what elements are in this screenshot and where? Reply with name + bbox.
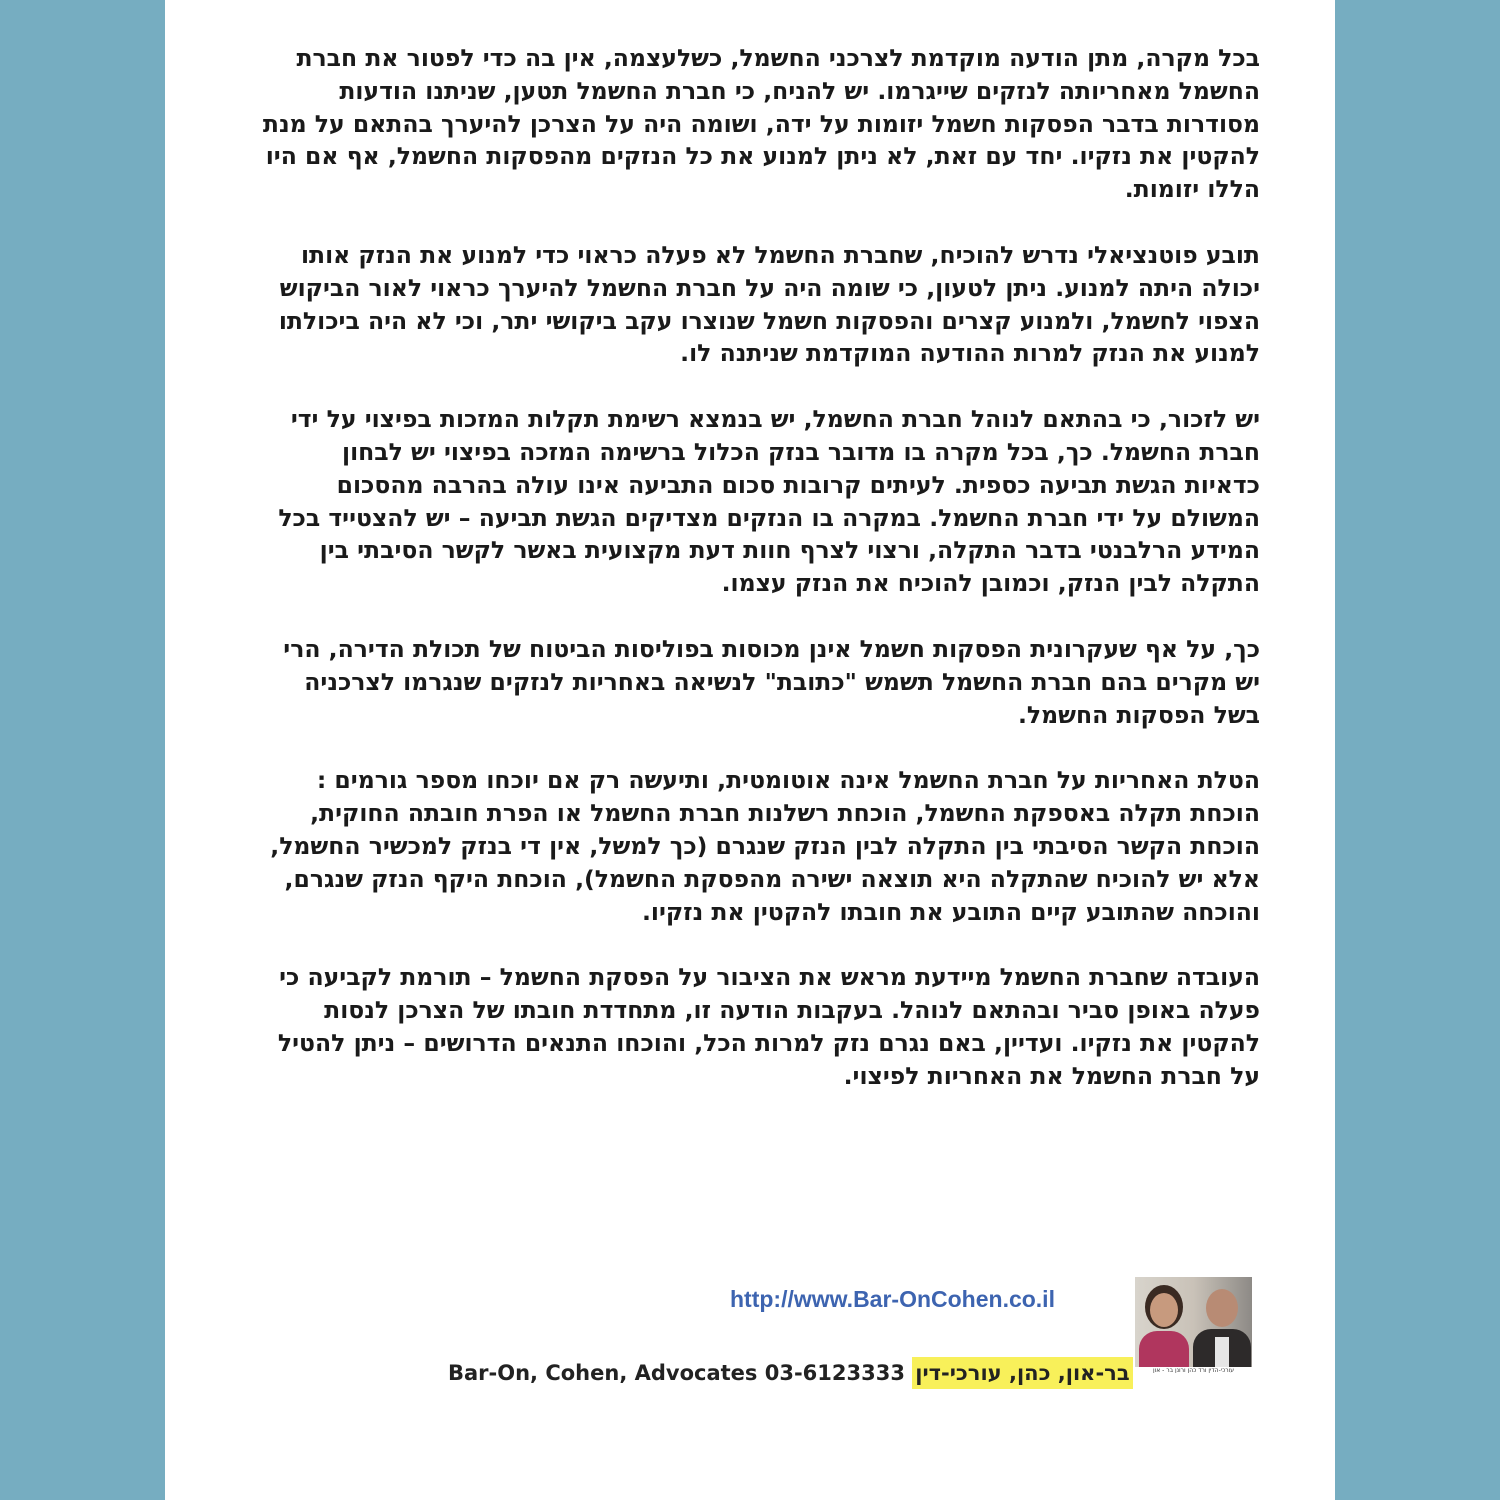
- firm-name-hebrew: בר-און, כהן, עורכי-דין: [912, 1357, 1132, 1389]
- paragraph-4: כך, על אף שעקרונית הפסקות חשמל אינן מכוסות בפוליסות הביטוח של תכולת הדירה, הרי יש מקרים בהם חברת החשמל תשמש "כתובת" לנשיאה באחריות לנזקים שנגרמו לצרכניה בשל הפסקות החשמל.: [283, 634, 1260, 729]
- firm-contact-line: [448, 1357, 1133, 1389]
- article-body: [260, 42, 1260, 1126]
- man-figure: [1193, 1281, 1251, 1367]
- firm-name-english: Bar-On, Cohen, Advocates: [448, 1361, 758, 1385]
- paragraph-5: הטלת האחריות על חברת החשמל אינה אוטומטית, ותיעשה רק אם יוכחו מספר גורמים : הוכחת תקלה באספקת החשמל, הוכחת רשלנות חברת החשמל או הפרת חובתה החוקית, הוכחת הקשר הסיבתי בין התקלה לבין הנזק שנגרם (כך למשל, אין די בנזק למכשיר החשמל, אלא יש להוכיח שהתקלה היא תוצאה ישירה מהפסקת החשמל), הוכחת היקף הנזק שנגרם, והוכחה שהתובע קיים התובע את חובתו להקטין את נזקיו.: [270, 766, 1260, 926]
- lawyers-photo: [1135, 1277, 1252, 1367]
- paragraph-3: יש לזכור, כי בהתאם לנוהל חברת החשמל, יש בנמצא רשימת תקלות המזכות בפיצוי על ידי חברת החשמל. כך, בכל מקרה בו מדובר בנזק הכלול ברשימה המזכה בפיצוי יש לבחון כדאיות הגשת תביעה כספית. לעיתים קרובות סכום התביעה אינו עולה בהרבה מהסכום המשולם על ידי חברת החשמל. במקרה בו הנזקים מצדיקים הגשת תביעה – יש להצטייד בכל המידע הרלבנטי בדבר התקלה, ורצוי לצרף חוות דעת מקצועית באשר לקשר הסיבתי בין התקלה לבין הנזק, וכמובן להוכיח את הנזק עצמו.: [278, 405, 1260, 598]
- paragraph-6: העובדה שחברת החשמל מיידעת מראש את הציבור על הפסקת החשמל – תורמת לקביעה כי פעלה באופן סביר ובהתאם לנוהל. בעקבות הודעה זו, מתחדדת חובתו של הצרכן לנסות להקטין את נזקיו. ועדיין, באם נגרם נזק למרות הכל, והוכחו התנאים הדרושים – ניתן להטיל על חברת החשמל את האחריות לפיצוי.: [277, 963, 1260, 1090]
- firm-phone: 03-6123333: [764, 1361, 905, 1385]
- document-page: [165, 0, 1335, 1500]
- photo-caption: עורכי-הדין ורד כהן ורונן בר - און: [1152, 1367, 1235, 1374]
- paragraph-1: בכל מקרה, מתן הודעה מוקדמת לצרכני החשמל, כשלעצמה, אין בה כדי לפטור את חברת החשמל מאחריותה לנזקים שייגרמו. יש להניח, כי חברת החשמל תטען, שניתנו הודעות מסודרות בדבר הפסקות חשמל יזומות על ידה, ושומה היה על הצרכן להיערך בהתאם על מנת להקטין את נזקיו. יחד עם זאת, לא ניתן למנוע את כל הנזקים מהפסקות החשמל, אף אם היו הללו יזומות.: [262, 44, 1260, 204]
- woman-figure: [1137, 1283, 1192, 1367]
- website-link[interactable]: http://www.Bar-OnCohen.co.il: [730, 1286, 1055, 1312]
- paragraph-2: תובע פוטנציאלי נדרש להוכיח, שחברת החשמל לא פעלה כראוי כדי למנוע את הנזק אותו יכולה היתה למנוע. ניתן לטעון, כי שומה היה על חברת החשמל להיערך כראוי לאור הביקוש הצפוי לחשמל, ולמנוע קצרים והפסקות חשמל שנוצרו עקב ביקושי יתר, וכי לא היה ביכולתו למנוע את הנזק למרות ההודעה המוקדמת שניתנה לו.: [278, 240, 1260, 368]
